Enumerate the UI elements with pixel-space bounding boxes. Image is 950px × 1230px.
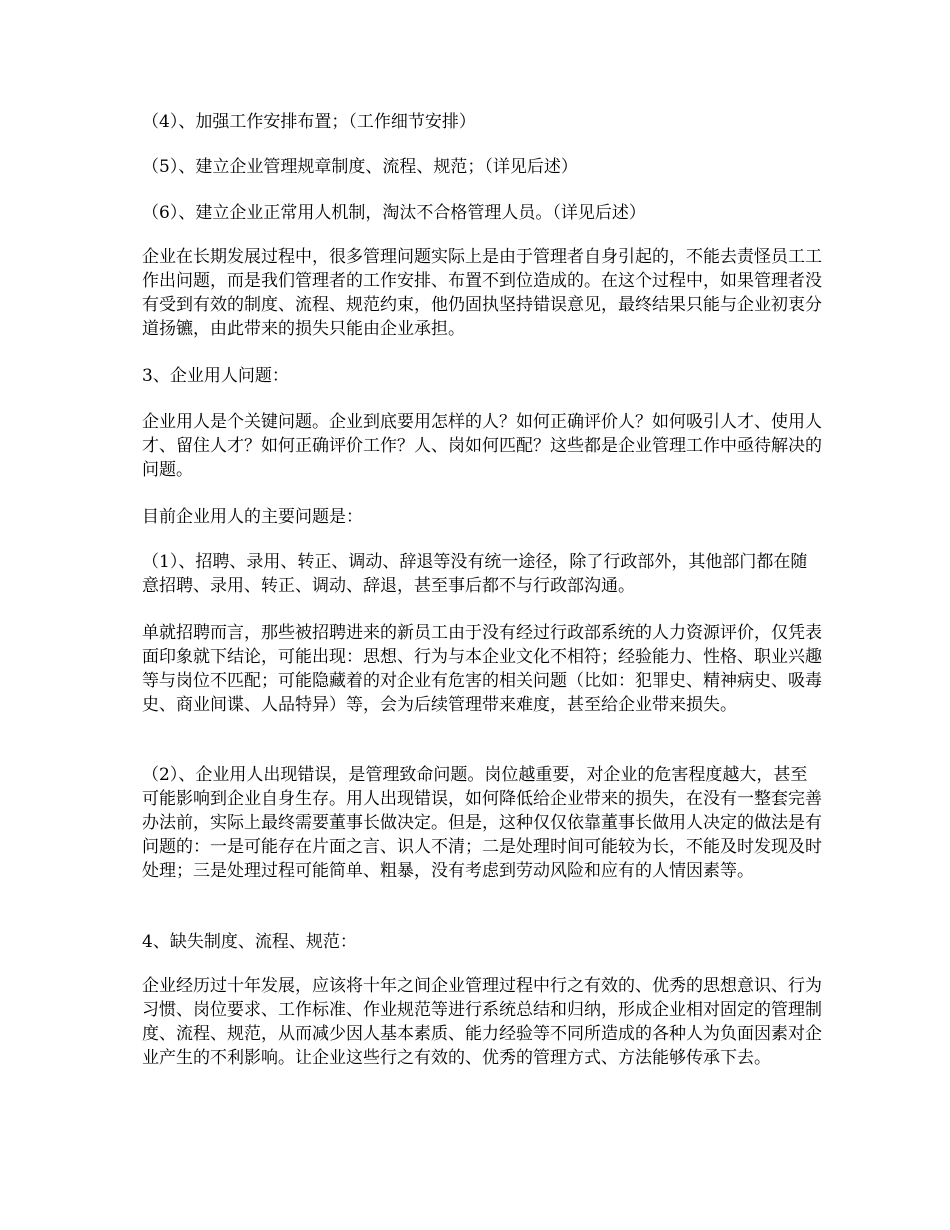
paragraph-regulations (142, 974, 822, 1070)
paragraph-main-problems (142, 505, 822, 529)
paragraph-item-4 (142, 110, 822, 134)
paragraph: （4）、加强工作安排布置；（工作细节安排） (142, 112, 476, 132)
paragraph-problem-2 (142, 763, 822, 883)
paragraph-item-6 (142, 201, 822, 225)
section-heading-4 (142, 930, 822, 954)
paragraph-employment-intro (142, 410, 822, 482)
paragraph: （5）、建立企业管理规章制度、流程、规范；（详见后述） (142, 157, 578, 177)
paragraph: 企业用人是个关键问题。企业到底要用怎样的人？如何正确评价人？如何吸引人才、使用人才、留住人才？如何正确评价工作？人、岗如何匹配？这些都是企业管理工作中亟待解决的问题。 (142, 412, 822, 480)
paragraph: （6）、建立企业正常用人机制，淘汰不合格管理人员。（详见后述） (142, 203, 646, 223)
paragraph: 目前企业用人的主要问题是： (142, 507, 363, 527)
paragraph-management-issues (142, 245, 822, 341)
paragraph-item-5 (142, 155, 822, 179)
paragraph: 企业经历过十年发展，应该将十年之间企业管理过程中行之有效的、优秀的思想意识、行为习惯、岗位要求、工作标准、作业规范等进行系统总结和归纳，形成企业相对固定的管理制度、流程、规范，从而减少因人基本素质、能力经验等不同所造成的各种人为负面因素对企业产生的不利影响。让企业这些行之有效的、优秀的管理方式、方法能够传承下去。 (142, 976, 822, 1068)
paragraph-problem-1 (142, 550, 822, 598)
section-heading-3 (142, 364, 822, 388)
paragraph: 企业在长期发展过程中，很多管理问题实际上是由于管理者自身引起的，不能去责怪员工工作出问题，而是我们管理者的工作安排、布置不到位造成的。在这个过程中，如果管理者没有受到有效的制度、流程、规范约束，他仍固执坚持错误意见，最终结果只能与企业初衷分道扬镳，由此带来的损失只能由企业承担。 (142, 247, 822, 339)
paragraph-recruitment (142, 621, 822, 717)
paragraph: （1）、招聘、录用、转正、调动、辞退等没有统一途径，除了行政部外，其他部门都在随意招聘、录用、转正、调动、辞退，甚至事后都不与行政部沟通。 (142, 552, 808, 596)
paragraph: 单就招聘而言，那些被招聘进来的新员工由于没有经过行政部系统的人力资源评价，仅凭表面印象就下结论，可能出现：思想、行为与本企业文化不相符；经验能力、性格、职业兴趣等与岗位不匹配；可能隐藏着的对企业有危害的相关问题（比如：犯罪史、精神病史、吸毒史、商业间谍、人品特异）等，会为后续管理带来难度，甚至给企业带来损失。 (142, 623, 822, 715)
paragraph: （2）、企业用人出现错误，是管理致命问题。岗位越重要，对企业的危害程度越大，甚至可能影响到企业自身生存。用人出现错误，如何降低给企业带来的损失，在没有一整套完善办法前，实际上最终需要董事长做决定。但是，这种仅仅依靠董事长做用人决定的做法是有问题的：一是可能存在片面之言、识人不清；二是处理时间可能较为长，不能及时发现及时处理；三是处理过程可能简单、粗暴，没有考虑到劳动风险和应有的人情因素等。 (142, 765, 822, 881)
section-heading: 3、企业用人问题： (142, 366, 289, 386)
section-heading: 4、缺失制度、流程、规范： (142, 932, 357, 952)
